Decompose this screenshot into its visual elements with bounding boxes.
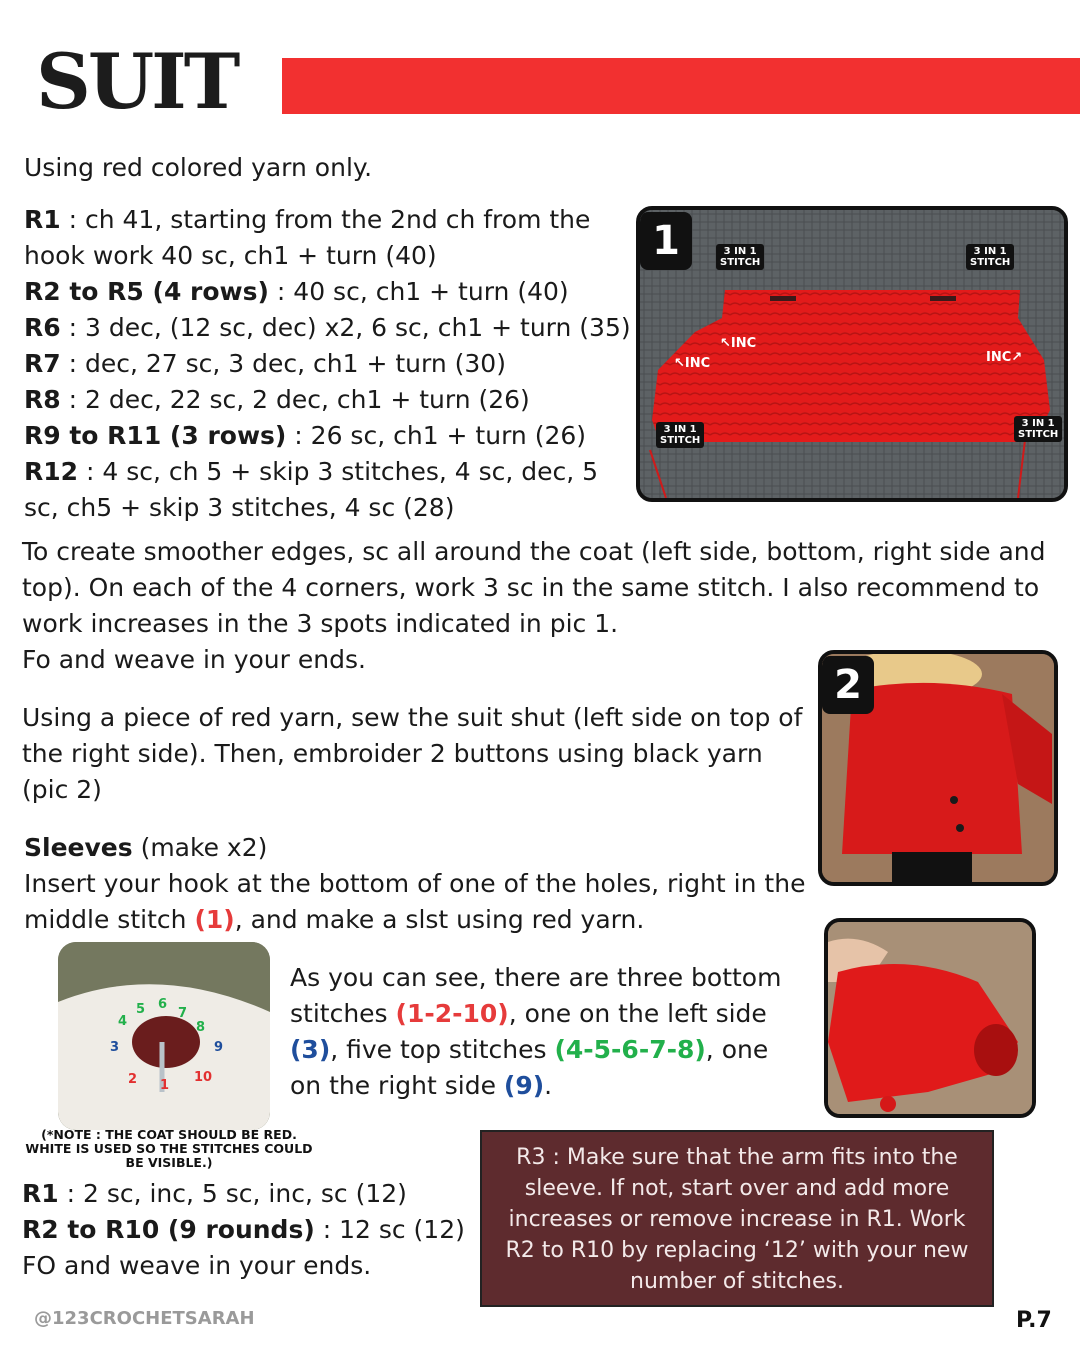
intro-text: Using red colored yarn only.: [24, 153, 373, 182]
note-coat-red: (*NOTE : THE COAT SHOULD BE RED. WHITE IS USED SO THE STITCHES COULD BE VISIBLE.): [25, 1127, 313, 1170]
photo-2-suit-closed: [818, 650, 1058, 886]
sleeve-rows: [22, 1176, 465, 1284]
page-title: SUIT: [36, 37, 238, 126]
sleeves-heading: Sleeves (make x2): [24, 833, 268, 862]
row-r7: R7 : dec, 27 sc, 3 dec, ch1 + turn (30): [24, 349, 506, 378]
tag-3in1-top-left: 3 IN 1 STITCH: [716, 244, 764, 270]
page-number: P.7: [1016, 1308, 1052, 1333]
photo-3-sleeve: [824, 918, 1036, 1118]
stitch-num-8: 8: [196, 1020, 206, 1035]
sleeve-fo: FO and weave in your ends.: [22, 1251, 372, 1280]
inc-arrow-left-upper: ↖INC: [720, 336, 757, 351]
photo-1-flat-suit: [636, 206, 1068, 502]
row-r9-r11: R9 to R11 (3 rows) : 26 sc, ch1 + turn (26): [24, 421, 587, 450]
stitch-explanation: As you can see, there are three bottom stitches (1-2-10), one on the left side (3), five top stitches (4-5-6-7-8), one on the right side (9).: [290, 963, 782, 1100]
row-r12: R12 : 4 sc, ch 5 + skip 3 stitches, 4 sc, dec, 5 sc, ch5 + skip 3 stitches, 4 sc (28): [24, 457, 599, 522]
sew-text: Using a piece of red yarn, sew the suit shut (left side on top of the right side). Then, embroider 2 buttons using black yarn (pic 2): [22, 703, 803, 804]
inc-arrow-right: INC↗: [986, 350, 1023, 365]
sleeve-row-r1: R1 : 2 sc, inc, 5 sc, inc, sc (12): [22, 1179, 407, 1208]
row-r8: R8 : 2 dec, 22 sc, 2 dec, ch1 + turn (26): [24, 385, 530, 414]
row-r6: R6 : 3 dec, (12 sc, dec) x2, 6 sc, ch1 + turn (35): [24, 313, 631, 342]
stitch-num-10: 10: [194, 1070, 213, 1085]
row-r2-r5: R2 to R5 (4 rows) : 40 sc, ch1 + turn (40): [24, 277, 569, 306]
stitch-num-1: 1: [160, 1078, 170, 1093]
row-r1: R1 : ch 41, starting from the 2nd ch from the hook work 40 sc, ch1 + turn (40): [24, 205, 591, 270]
stitch-num-3: 3: [110, 1040, 120, 1055]
stitch-num-2: 2: [128, 1072, 138, 1087]
fo-text: Fo and weave in your ends.: [22, 645, 366, 674]
tag-3in1-bottom-right: 3 IN 1 STITCH: [1014, 416, 1062, 442]
stitch-num-9: 9: [214, 1040, 224, 1055]
photo-stitch-diagram: [58, 942, 270, 1130]
pic-2-badge: 2: [822, 656, 874, 714]
inc-arrow-left-lower: ↖INC: [674, 356, 711, 371]
sleeves-insert-text: Insert your hook at the bottom of one of the holes, right in the middle stitch (1), and make a slst using red yarn.: [24, 869, 806, 934]
tag-3in1-top-right: 3 IN 1 STITCH: [966, 244, 1014, 270]
suit-rows: [24, 202, 634, 526]
stitch-num-6: 6: [158, 997, 168, 1012]
title-accent-bar: [282, 58, 1080, 114]
footer-handle: @123CROCHETSARAH: [34, 1308, 255, 1329]
tip-box: R3 : Make sure that the arm fits into the sleeve. If not, start over and add more increases or remove increase in R1. Work R2 to R10 by replacing ‘12’ with your new number of stitches.: [480, 1130, 994, 1307]
pic-1-badge: 1: [640, 212, 692, 270]
edges-text: To create smoother edges, sc all around the coat (left side, bottom, right side and top). On each of the 4 corners, work 3 sc in the same stitch. I also recommend to work increases in the 3 spots indicated in pic 1.: [22, 537, 1046, 638]
tag-3in1-bottom-left: 3 IN 1 STITCH: [656, 422, 704, 448]
stitch-num-4: 4: [118, 1014, 128, 1029]
stitch-num-7: 7: [178, 1006, 188, 1021]
sleeve-row-r2-r10: R2 to R10 (9 rounds) : 12 sc (12): [22, 1215, 465, 1244]
stitch-num-5: 5: [136, 1002, 146, 1017]
